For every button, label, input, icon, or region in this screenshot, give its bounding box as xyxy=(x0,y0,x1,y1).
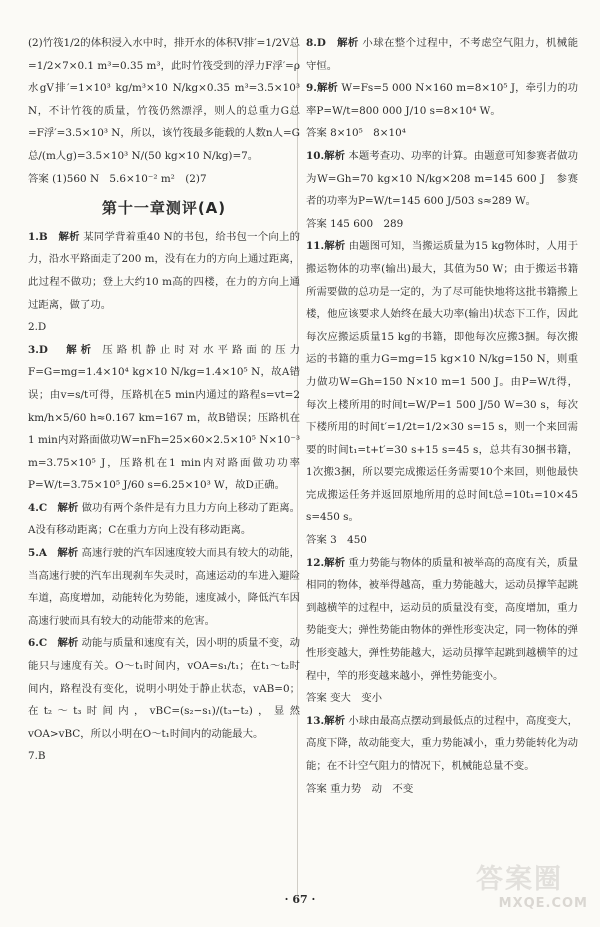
q10-text: 本题考查功、功率的计算。由题意可知参赛者做功为W=Gh=70 kg×10 N/kg×208 m=145 600 J 参赛者的功率为P=W/t=145 600 J/503 s≈289 W。 xyxy=(306,149,579,208)
q1-label: 1.B 解析 xyxy=(28,230,80,243)
q6-text: 动能与质量和速度有关，因小明的质量不变，动能只与速度有关。O～t₁时间内，vOA=s₁/t₁；在t₁～t₂时间内，路程没有变化，说明小明处于静止状态，vAB=0；在t₂～t₃时间内，vBC=(s₂−s₁)/(t₃−t₂)，显然vOA>vBC，所以小明在O～t₁时间内的动能最大。 xyxy=(28,637,300,740)
q4-text: 做功有两个条件是有力且力方向上移动了距离。A没有移动距离；C在重力方向上没有移动距离。 xyxy=(28,501,300,537)
q4 xyxy=(28,497,300,542)
q5 xyxy=(28,542,300,632)
right-column xyxy=(306,32,578,800)
q5-label: 5.A 解析 xyxy=(28,547,79,560)
q1 xyxy=(28,226,300,316)
answer-q10: 答案 145 600 289 xyxy=(306,217,404,230)
q9-label: 9.解析 xyxy=(306,82,338,95)
page-number: · 67 · xyxy=(284,893,316,906)
q12 xyxy=(306,552,578,688)
q6-label: 6.C 解析 xyxy=(28,637,79,650)
q9 xyxy=(306,77,578,122)
q3-text: 压路机静止时对水平路面的压力F=G=mg=1.4×10⁴ kg×10 N/kg=1.4×10⁵ N，故A错误；由v=s/t可得，压路机在5 min内通过的路程s=vt=2 km/h×5/60 h≈0.167 km=167 m，故B错误；压路机在1 min内对路面做功W=nFh=25×60×2.5×10⁵ N×10⁻³ m=3.75×10⁵ J，压路机在1 min内对路面做功功率P=W/t=3.75×10⁵ J/60 s=6.25×10³ W，故D正确。 xyxy=(28,343,301,492)
q9-text: W=Fs=5 000 N×160 m=8×10⁵ J，牵引力的功率P=W/t=800 000 J/10 s=8×10⁴ W。 xyxy=(306,82,578,117)
q8-text: 小球在整个过程中，不考虑空气阻力，机械能守恒。 xyxy=(306,37,578,72)
q13-text: 小球由最高点摆动到最低点的过程中，高度变大，高度下降，故动能变大，重力势能减小，重力势能转化为动能；在不计空气阻力的情况下，机械能总量不变。 xyxy=(306,714,579,772)
q3-label: 3.D 解析 xyxy=(28,343,96,356)
q2: 2.D xyxy=(28,321,47,334)
q8-label: 8.D 解析 xyxy=(306,37,359,49)
watermark-line1: 答案圈 xyxy=(476,864,563,895)
q6 xyxy=(28,632,300,745)
watermark-line2: MXQE.COM xyxy=(498,896,588,911)
q12-text: 重力势能与物体的质量和被举高的高度有关，质量相同的物体，被举得越高，重力势能越大，运动员撑竿起跳到越横竿的过程中，运动员的质量没有变，高度增加，重力势能变大；弹性势能由物体的弹性形变决定，同一物体的弹性形变越大，弹性势能越大，运动员撑竿起跳到越横竿的过程中，竿的形变越来越小，弹性势能变小。 xyxy=(306,556,579,682)
q10-label: 10.解析 xyxy=(306,149,346,162)
q11 xyxy=(306,235,578,529)
q8 xyxy=(306,32,578,77)
q13-label: 13.解析 xyxy=(306,714,346,727)
q3 xyxy=(28,339,300,497)
q10 xyxy=(306,145,578,213)
q13 xyxy=(306,710,578,778)
watermark-logo xyxy=(476,857,588,919)
q-prev-part2: (2)竹筏1/2的体积浸入水中时，排开水的体积V排′=1/2V总=1/2×7×0.1 m³=0.35 m³，此时竹筏受到的浮力F浮′=ρ水gV排′=1×10³ kg/m³×10 N/kg×0.35 m³=3.5×10³ N，不计竹筏的质量，竹筏仍然漂浮，则人的总重力G总=F浮′=3.5×10³ N，所以，该竹筏最多能载的人数n人=G总/(m人g)=3.5×10³ N/(50 kg×10 N/kg)=7。 xyxy=(28,37,300,162)
answer-q9: 答案 8×10⁵ 8×10⁴ xyxy=(306,127,406,140)
q11-label: 11.解析 xyxy=(306,240,346,253)
answer-q12: 答案 变大 变小 xyxy=(306,692,383,705)
answer-prev: 答案 (1)560 N 5.6×10⁻² m² (2)7 xyxy=(28,172,207,185)
q12-label: 12.解析 xyxy=(306,556,346,569)
section-title: 第十一章测评(A) xyxy=(101,199,227,218)
q7: 7.B xyxy=(28,750,46,763)
answer-q11: 答案 3 450 xyxy=(306,534,367,547)
answer-q13: 答案 重力势 动 不变 xyxy=(306,782,414,795)
left-column xyxy=(28,32,300,768)
q1-text: 某同学背着重40 N的书包，给书包一个向上的力，沿水平路面走了200 m，没有在力的方向上通过距离，此过程不做功；登上大约10 m高的四楼，在力的方向上通过距离，做了功。 xyxy=(28,230,300,311)
q5-text: 高速行驶的汽车因速度较大而具有较大的动能，当高速行驶的汽车出现刹车失灵时，高速运动的车进入避险车道，高度增加，动能转化为势能，速度减小，降低汽车因高速行驶而具有较大的动能带来的危害。 xyxy=(28,547,300,627)
q4-label: 4.C 解析 xyxy=(28,501,79,514)
q11-text: 由题图可知，当搬运质量为15 kg物体时，人用于搬运物体的功率(输出)最大，其值为50 W；由于搬运书籍所需要做的总功是一定的，为了尽可能快地将这批书籍搬上楼，他应该要求人始终在最大功率(输出)状态下工作，因此每次应搬运质量15 kg的书籍，即他每次应搬3捆。每次搬运的书籍的重力G=mg=15 kg×10 N/kg=150 N，则重力做功W=Gh=150 N×10 m=1 500 J。由P=W/t得，每次上楼所用的时间t=W/P=1 500 J/50 W=30 s，每次下楼所用的时间t′=1/2t=1/2×30 s=15 s，则一个来回需要的时间t₁=t+t′=30 s+15 s=45 s，总共有30捆书籍，1次搬3捆，所以要完成搬运任务需要10个来回，则他最快完成搬运任务并返回原地所用的总时间t总=10t₁=10×45 s=450 s。 xyxy=(306,240,578,524)
